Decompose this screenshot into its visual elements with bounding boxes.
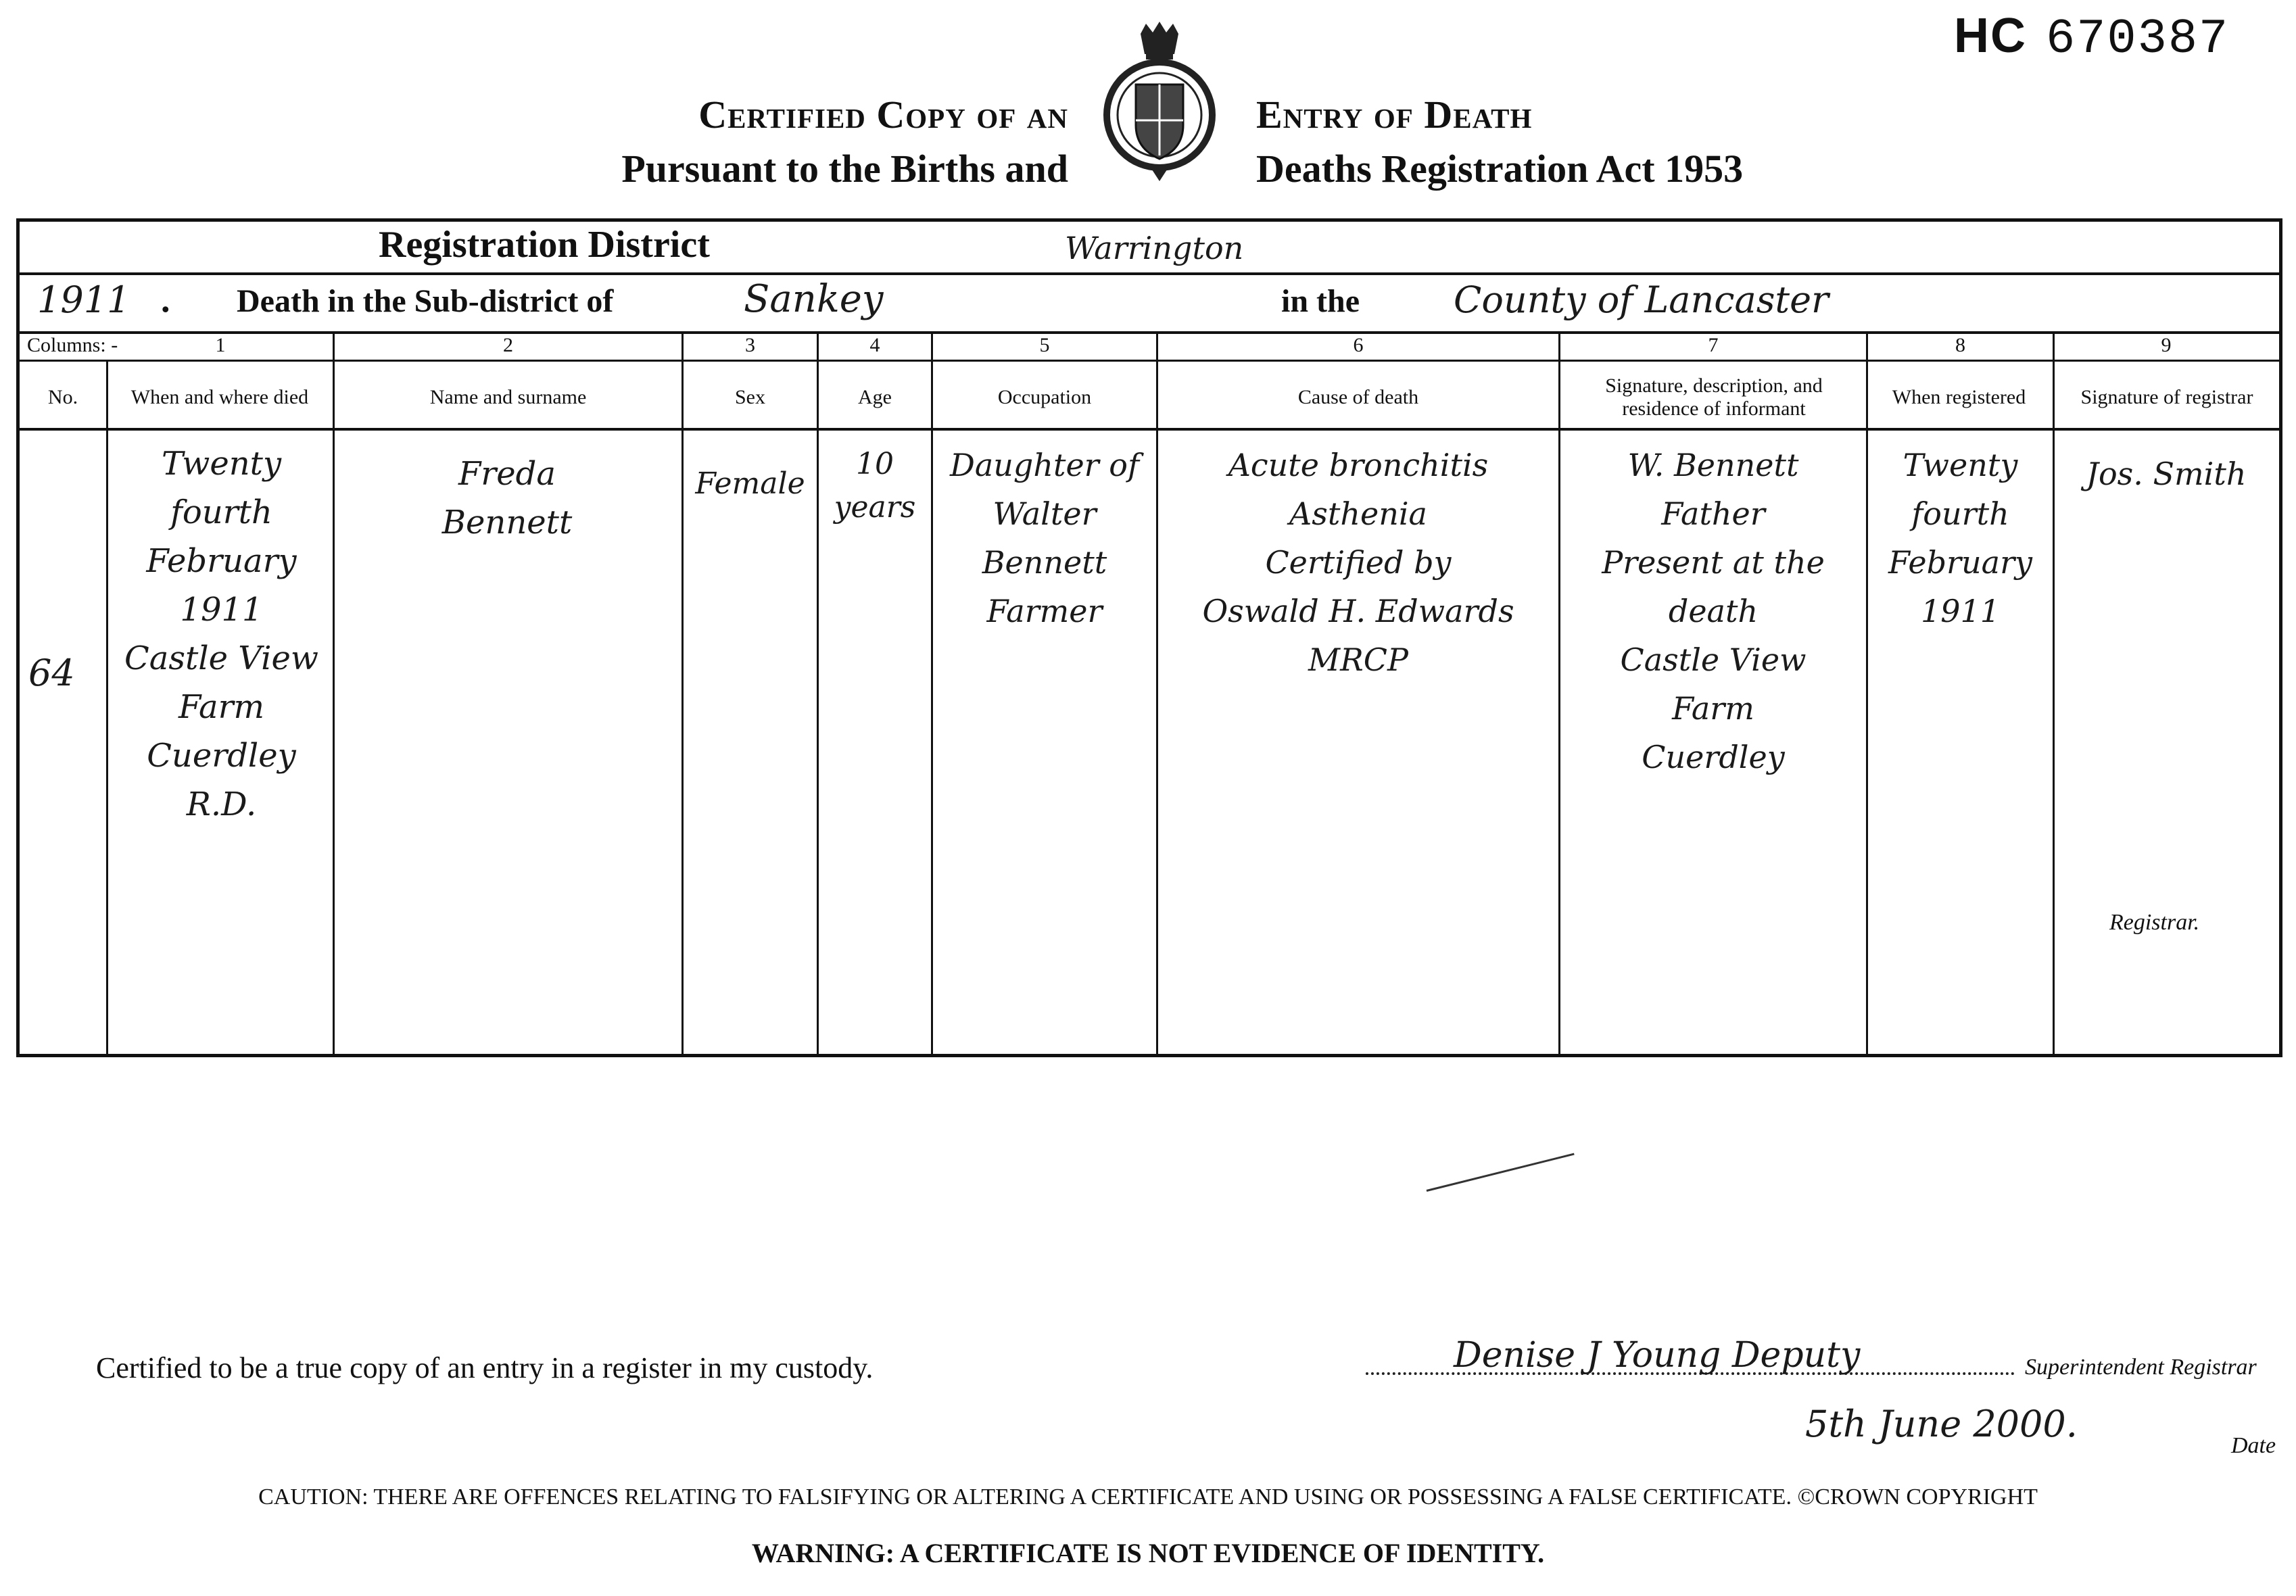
registered-line: fourth	[1911, 495, 2009, 532]
when-where-line: Farm	[178, 688, 265, 726]
row-divider	[16, 360, 2282, 362]
warning-notice: WARNING: A CERTIFICATE IS NOT EVIDENCE OF IDENTITY.	[751, 1538, 1545, 1568]
column-number: 1	[215, 334, 226, 356]
subdistrict-label: Death in the Sub-district of	[237, 283, 614, 319]
cell-informant	[1560, 441, 1866, 781]
header-cause-of-death: Cause of death	[1297, 386, 1419, 408]
column-number: 3	[745, 334, 755, 356]
caution-notice: CAUTION: THERE ARE OFFENCES RELATING TO FALSIFYING OR ALTERING A CERTIFICATE AND USING OR POSSESSING A FALSE CERTIFICATE. ©CROWN COPYRIGHT	[258, 1484, 2038, 1509]
certificate-date-value: 5th June 2000.	[1805, 1403, 2078, 1445]
informant-line: Castle View	[1620, 642, 1807, 678]
column-divider	[681, 333, 684, 1055]
entry-number: 64	[28, 652, 75, 694]
cause-line: Oswald H. Edwards	[1202, 593, 1514, 629]
registration-district-value: Warrington	[1065, 230, 1244, 266]
occupation-line: Walter	[992, 495, 1097, 532]
occupation-line: Daughter of	[949, 447, 1140, 483]
informant-line: Present at the	[1602, 544, 1825, 581]
column-divider	[106, 362, 108, 1055]
title-left-line2: Pursuant to the Births and	[621, 147, 1068, 191]
year-dot: .	[161, 279, 170, 320]
certificate-serial-number: HC 670387	[1954, 9, 2230, 67]
column-number: 5	[1039, 334, 1050, 356]
cell-sex: Female	[695, 466, 805, 501]
cell-name-surname	[406, 450, 608, 547]
name-line: Freda	[458, 455, 556, 493]
cell-cause-of-death	[1158, 441, 1558, 684]
registration-district-label: Registration District	[379, 224, 710, 266]
informant-line: W. Bennett	[1627, 447, 1799, 483]
column-number: 6	[1353, 334, 1364, 356]
header-registrar-signature: Signature of registrar	[2080, 386, 2253, 408]
royal-coat-of-arms-icon	[1099, 20, 1220, 183]
superintendent-signature: Denise J Young Deputy	[1454, 1335, 1861, 1376]
cell-occupation	[933, 441, 1156, 635]
registered-line: Twenty	[1903, 447, 2018, 483]
cause-line: Acute bronchitis	[1228, 447, 1489, 483]
header-no: No.	[47, 386, 78, 408]
title-left-line1: Certified Copy of an	[698, 93, 1068, 137]
informant-line: death	[1668, 593, 1759, 629]
cell-when-where-died	[112, 439, 331, 829]
header-sex: Sex	[735, 386, 765, 408]
name-line: Bennett	[441, 504, 573, 541]
county-value: County of Lancaster	[1454, 279, 1829, 321]
date-label: Date	[2231, 1433, 2276, 1458]
cause-line: Asthenia	[1289, 495, 1427, 532]
occupation-line: Bennett	[982, 544, 1107, 581]
header-when-where-died: When and where died	[130, 386, 309, 408]
header-age: Age	[858, 386, 892, 408]
column-number: 4	[869, 334, 880, 356]
column-divider	[2053, 333, 2055, 1055]
registered-line: 1911	[1920, 593, 2001, 629]
registrar-label: Registrar.	[2109, 910, 2200, 935]
title-right-line1: Entry of Death	[1256, 93, 1533, 137]
informant-line: Father	[1661, 495, 1765, 532]
pen-stroke	[1427, 1153, 1575, 1192]
when-where-line: R.D.	[186, 785, 257, 823]
column-number: 9	[2161, 334, 2172, 356]
in-the-label: in the	[1281, 283, 1360, 319]
entry-year: 1911	[37, 279, 130, 321]
title-right	[1256, 88, 1865, 196]
header-occupation: Occupation	[997, 386, 1092, 408]
when-where-line: Cuerdley	[147, 737, 296, 775]
when-where-line: Castle View	[124, 639, 318, 677]
column-number: 8	[1955, 334, 1965, 356]
row-divider	[16, 272, 2282, 275]
when-where-line: Twenty fourth	[161, 445, 282, 531]
column-divider	[333, 333, 335, 1055]
header-when-registered: When registered	[1892, 386, 2026, 408]
certified-statement: Certified to be a true copy of an entry in a register in my custody.	[96, 1351, 874, 1384]
columns-label: Columns: -	[27, 334, 118, 356]
column-divider	[817, 333, 819, 1055]
cause-line: Certified by	[1265, 544, 1452, 581]
title-left	[527, 88, 1068, 196]
cell-when-registered	[1868, 441, 2053, 635]
column-number: 7	[1708, 334, 1719, 356]
column-number: 2	[503, 334, 513, 356]
cell-age	[819, 443, 931, 529]
age-line: years	[834, 490, 916, 525]
header-name-surname: Name and surname	[429, 386, 587, 408]
cause-line: MRCP	[1308, 642, 1408, 678]
when-where-line: February 1911	[146, 542, 297, 629]
header-informant: Signature, description, and residence of informant	[1605, 374, 1823, 420]
cell-registrar-signature: Jos. Smith	[2086, 456, 2247, 492]
informant-line: Farm	[1672, 690, 1754, 727]
informant-line: Cuerdley	[1642, 739, 1785, 775]
occupation-line: Farmer	[986, 593, 1103, 629]
title-right-line2: Deaths Registration Act 1953	[1256, 147, 1744, 191]
age-line: 10	[856, 447, 894, 481]
superintendent-registrar-label: Superintendent Registrar	[2025, 1355, 2257, 1380]
subdistrict-value: Sankey	[744, 277, 884, 321]
registered-line: February	[1888, 544, 2033, 581]
